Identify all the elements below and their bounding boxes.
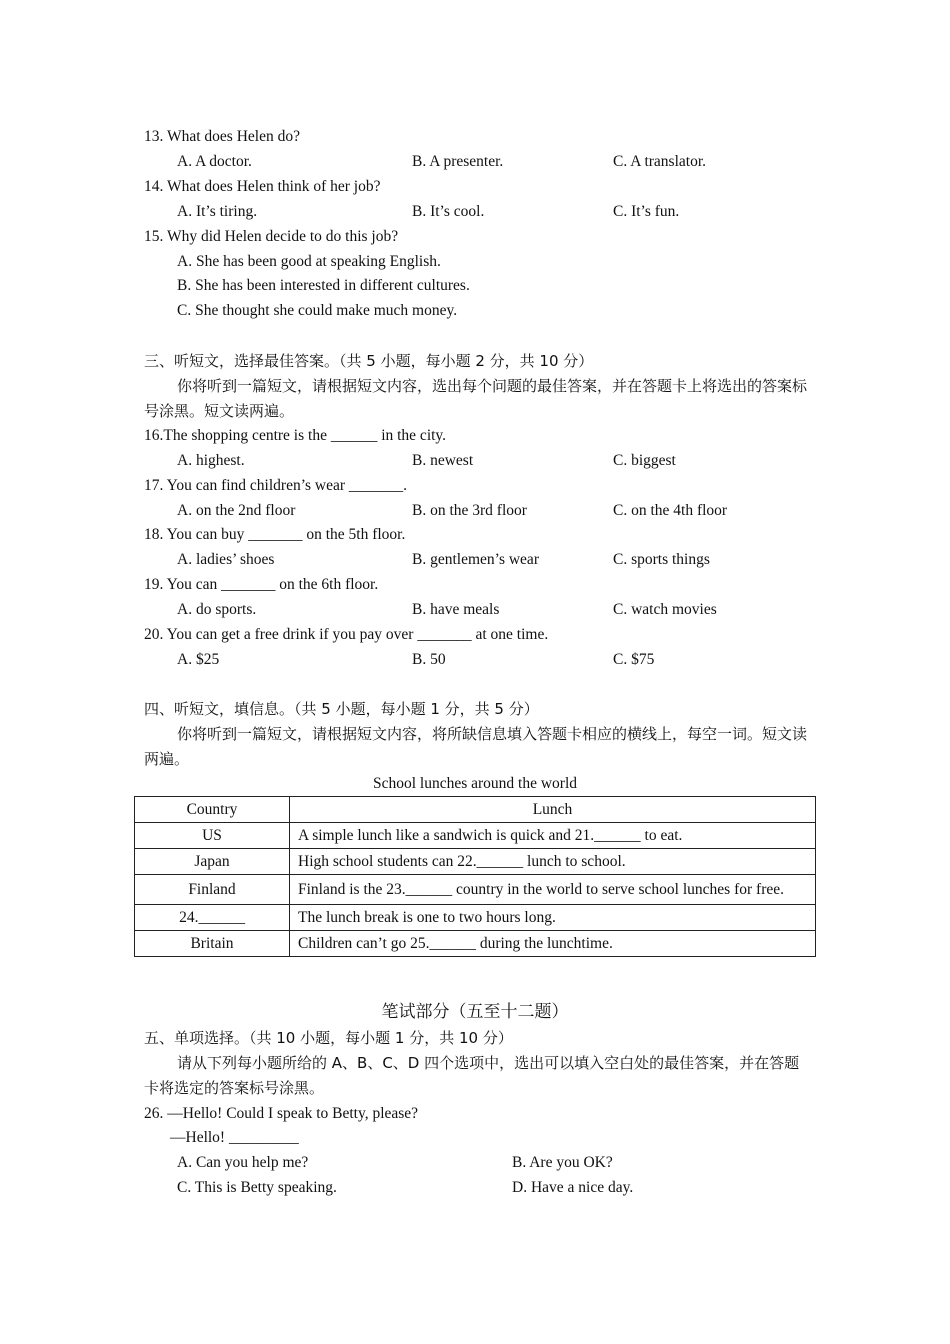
question-17-option-c[interactable]: C. on the 4th floor xyxy=(613,502,728,519)
question-14-option-c[interactable]: C. It’s fun. xyxy=(613,203,680,220)
table-cell-country: 24.______ xyxy=(135,905,290,931)
question-16-option-c[interactable]: C. biggest xyxy=(613,452,676,469)
table-header-row xyxy=(135,797,816,823)
question-19-stem: 19. You can _______ on the 6th floor. xyxy=(144,576,379,593)
question-16-option-a[interactable]: A. highest. xyxy=(177,452,245,469)
question-17-option-b[interactable]: B. on the 3rd floor xyxy=(412,502,527,519)
question-20-option-c[interactable]: C. $75 xyxy=(613,651,655,668)
question-15-option-c[interactable]: C. She thought she could make much money. xyxy=(177,302,458,319)
section-5-instruction: 请从下列每小题所给的 A、B、C、D 四个选项中，选出可以填入空白处的最佳答案，并在答题卡将选定的答案标号涂黑。 xyxy=(144,1054,800,1097)
question-15-stem: 15. Why did Helen decide to do this job? xyxy=(144,228,399,245)
table-cell-lunch: Finland is the 23.______ country in the world to serve school lunches for free. xyxy=(290,875,816,905)
table-title: School lunches around the world xyxy=(372,775,578,792)
question-13-stem: 13. What does Helen do? xyxy=(144,128,300,145)
table-row xyxy=(135,849,816,875)
written-part-title: 笔试部分（五至十二题） xyxy=(381,1002,569,1022)
question-26-option-c[interactable]: C. This is Betty speaking. xyxy=(177,1179,337,1196)
question-18-option-a[interactable]: A. ladies’ shoes xyxy=(177,551,275,568)
table-row xyxy=(135,875,816,905)
question-26-option-d[interactable]: D. Have a nice day. xyxy=(512,1179,634,1196)
table-row xyxy=(135,823,816,849)
question-26-response: —Hello! _________ xyxy=(170,1129,299,1146)
question-18-option-c[interactable]: C. sports things xyxy=(613,551,710,568)
question-16-stem: 16.The shopping centre is the ______ in the city. xyxy=(144,427,447,444)
table-cell-lunch: Children can’t go 25.______ during the lunchtime. xyxy=(290,931,816,957)
section-5-heading: 五、单项选择。（共 10 小题，每小题 1 分，共 10 分） xyxy=(144,1029,513,1047)
table-header-lunch: Lunch xyxy=(290,797,816,823)
question-17-option-a[interactable]: A. on the 2nd floor xyxy=(177,502,296,519)
question-13-option-b[interactable]: B. A presenter. xyxy=(412,153,504,170)
question-26-option-b[interactable]: B. Are you OK? xyxy=(512,1154,613,1171)
school-lunches-table xyxy=(134,796,816,957)
table-cell-lunch: A simple lunch like a sandwich is quick and 21.______ to eat. xyxy=(290,823,816,849)
table-header-country: Country xyxy=(135,797,290,823)
question-13-option-c[interactable]: C. A translator. xyxy=(613,153,706,170)
section-3-heading: 三、听短文，选择最佳答案。（共 5 小题，每小题 2 分，共 10 分） xyxy=(144,352,594,370)
table-cell-lunch: The lunch break is one to two hours long. xyxy=(290,905,816,931)
section-3-instruction: 你将听到一篇短文，请根据短文内容，选出每个问题的最佳答案，并在答题卡上将选出的答案标号涂黑。短文读两遍。 xyxy=(144,377,808,420)
question-19-option-c[interactable]: C. watch movies xyxy=(613,601,717,618)
table-cell-country: US xyxy=(135,823,290,849)
question-15-option-a[interactable]: A. She has been good at speaking English. xyxy=(177,253,441,270)
question-26-stem: 26. —Hello! Could I speak to Betty, please? xyxy=(144,1105,419,1122)
question-13-option-a[interactable]: A. A doctor. xyxy=(177,153,252,170)
question-14-option-b[interactable]: B. It’s cool. xyxy=(412,203,485,220)
table-cell-country: Japan xyxy=(135,849,290,875)
table-cell-country: Britain xyxy=(135,931,290,957)
section-4-heading: 四、听短文，填信息。（共 5 小题，每小题 1 分，共 5 分） xyxy=(144,700,539,718)
question-20-stem: 20. You can get a free drink if you pay over _______ at one time. xyxy=(144,626,549,643)
question-26-option-a[interactable]: A. Can you help me? xyxy=(177,1154,309,1171)
section-4-instruction: 你将听到一篇短文，请根据短文内容，将所缺信息填入答题卡相应的横线上，每空一词。短文读两遍。 xyxy=(144,725,808,768)
question-20-option-b[interactable]: B. 50 xyxy=(412,651,446,668)
question-14-stem: 14. What does Helen think of her job? xyxy=(144,178,381,195)
question-16-option-b[interactable]: B. newest xyxy=(412,452,474,469)
question-18-option-b[interactable]: B. gentlemen’s wear xyxy=(412,551,539,568)
question-18-stem: 18. You can buy _______ on the 5th floor. xyxy=(144,526,406,543)
table-row xyxy=(135,931,816,957)
question-19-option-b[interactable]: B. have meals xyxy=(412,601,500,618)
table-cell-lunch: High school students can 22.______ lunch to school. xyxy=(290,849,816,875)
question-17-stem: 17. You can find children’s wear _______. xyxy=(144,477,408,494)
question-20-option-a[interactable]: A. $25 xyxy=(177,651,220,668)
question-19-option-a[interactable]: A. do sports. xyxy=(177,601,257,618)
table-cell-country: Finland xyxy=(135,875,290,905)
question-15-option-b[interactable]: B. She has been interested in different cultures. xyxy=(177,277,470,294)
table-row xyxy=(135,905,816,931)
question-14-option-a[interactable]: A. It’s tiring. xyxy=(177,203,258,220)
